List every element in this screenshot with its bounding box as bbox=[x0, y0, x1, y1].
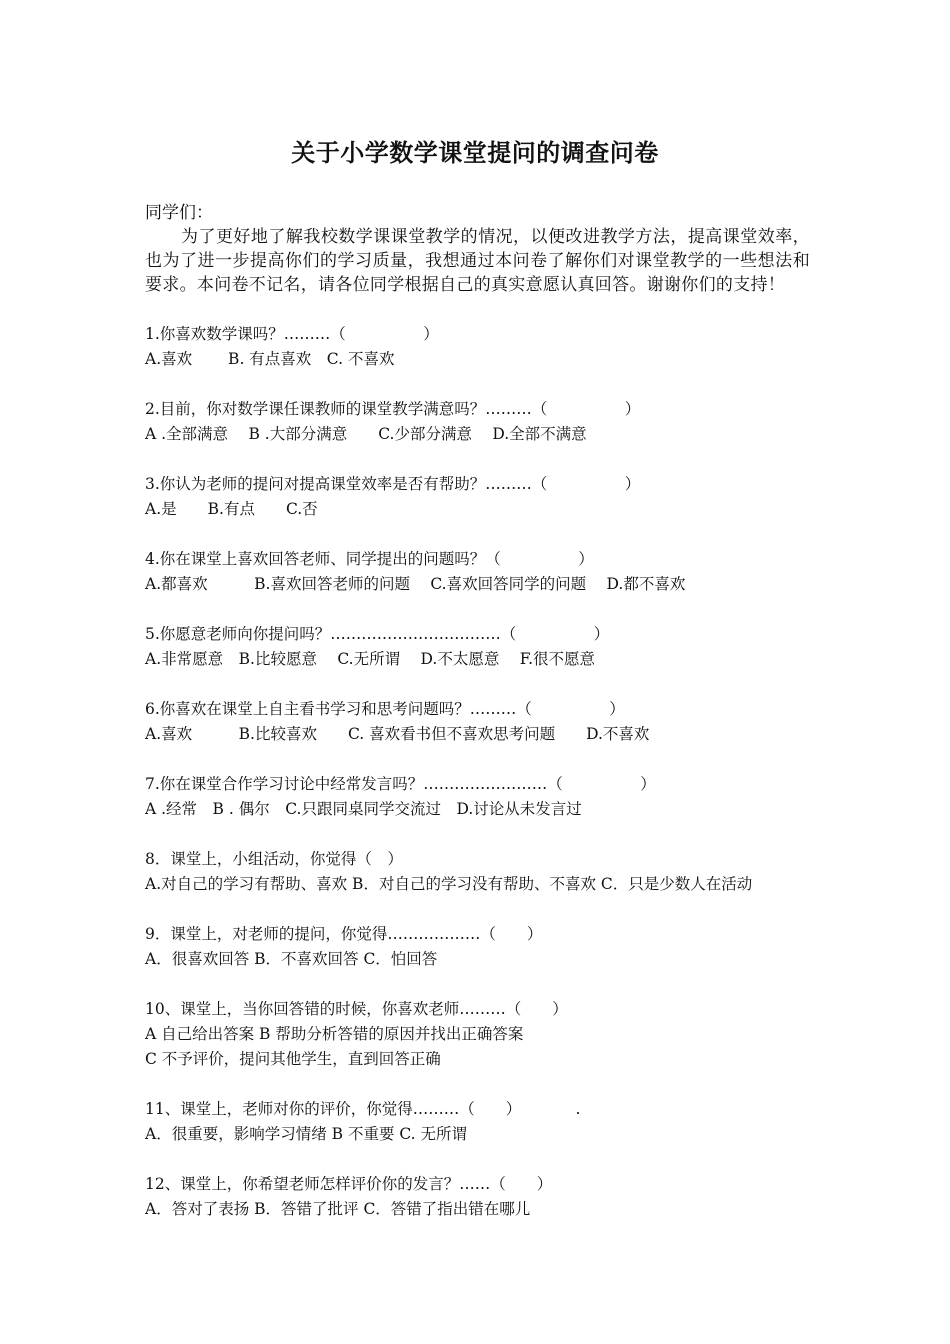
question-options: A.非常愿意 B.比较愿意 C.无所谓 D.不太愿意 F.很不愿意 bbox=[145, 650, 596, 668]
question-options: A.对自己的学习有帮助、喜欢 B．对自己的学习没有帮助、不喜欢 C．只是少数人在活动 bbox=[145, 875, 753, 893]
question-list bbox=[145, 322, 825, 1247]
question-4 bbox=[145, 547, 825, 597]
question-5 bbox=[145, 622, 825, 672]
question-options: A.都喜欢 B.喜欢回答老师的问题 C.喜欢回答同学的问题 D.都不喜欢 bbox=[145, 575, 686, 593]
question-options: A．答对了表扬 B．答错了批评 C．答错了指出错在哪儿 bbox=[145, 1200, 531, 1218]
question-7 bbox=[145, 772, 825, 822]
question-options: A.喜欢 B.比较喜欢 C. 喜欢看书但不喜欢思考问题 D.不喜欢 bbox=[145, 725, 650, 743]
question-options: A .全部满意 B .大部分满意 C.少部分满意 D.全部不满意 bbox=[145, 425, 587, 443]
question-text: 10、课堂上，当你回答错的时候，你喜欢老师………（ ） bbox=[145, 1000, 568, 1018]
question-text: 4.你在课堂上喜欢回答老师、同学提出的问题吗？（ ） bbox=[145, 550, 594, 568]
question-options: A.喜欢 B. 有点喜欢 C. 不喜欢 bbox=[145, 350, 395, 368]
question-2 bbox=[145, 397, 825, 447]
question-text: 7.你在课堂合作学习讨论中经常发言吗？……………………（ ） bbox=[145, 775, 656, 793]
question-options: A.是 B.有点 C.否 bbox=[145, 500, 318, 518]
intro-paragraph: 为了更好地了解我校数学课课堂教学的情况，以便改进教学方法，提高课堂效率，也为了进一步提高你们的学习质量，我想通过本问卷了解你们对课堂教学的一些想法和要求。本问卷不记名，请各位同学根据自己的真实意愿认真回答。谢谢你们的支持！ bbox=[145, 227, 810, 295]
intro-section bbox=[145, 201, 810, 297]
question-text: 11、课堂上，老师对你的评价，你觉得………（ ） . bbox=[145, 1100, 581, 1118]
question-text: 1.你喜欢数学课吗？………（ ） bbox=[145, 325, 439, 343]
question-options: A．很喜欢回答 B．不喜欢回答 C．怕回答 bbox=[145, 950, 438, 968]
question-text: 8．课堂上，小组活动，你觉得（ ） bbox=[145, 850, 403, 868]
question-text: 2.目前，你对数学课任课教师的课堂教学满意吗？………（ ） bbox=[145, 400, 641, 418]
question-options: C 不予评价，提问其他学生，直到回答正确 bbox=[145, 1050, 441, 1068]
question-text: 6.你喜欢在课堂上自主看书学习和思考问题吗？………（ ） bbox=[145, 700, 625, 718]
question-options: A .经常 B . 偶尔 C.只跟同桌同学交流过 D.讨论从未发言过 bbox=[145, 800, 582, 818]
question-options: A．很重要，影响学习情绪 B 不重要 C. 无所谓 bbox=[145, 1125, 468, 1143]
question-1 bbox=[145, 322, 825, 372]
question-9 bbox=[145, 922, 825, 972]
question-text: 5.你愿意老师向你提问吗？……………………………（ ） bbox=[145, 625, 610, 643]
question-options: A 自己给出答案 B 帮助分析答错的原因并找出正确答案 bbox=[145, 1025, 524, 1043]
question-11 bbox=[145, 1097, 825, 1147]
question-text: 12、课堂上，你希望老师怎样评价你的发言？……（ ） bbox=[145, 1175, 553, 1193]
question-text: 9．课堂上，对老师的提问，你觉得………………（ ） bbox=[145, 925, 543, 943]
question-10 bbox=[145, 997, 825, 1072]
question-8 bbox=[145, 847, 825, 897]
question-text: 3.你认为老师的提问对提高课堂效率是否有帮助？………（ ） bbox=[145, 475, 641, 493]
question-6 bbox=[145, 697, 825, 747]
question-3 bbox=[145, 472, 825, 522]
question-12 bbox=[145, 1172, 825, 1222]
greeting: 同学们： bbox=[145, 203, 213, 223]
document-title: 关于小学数学课堂提问的调查问卷 bbox=[291, 138, 659, 167]
